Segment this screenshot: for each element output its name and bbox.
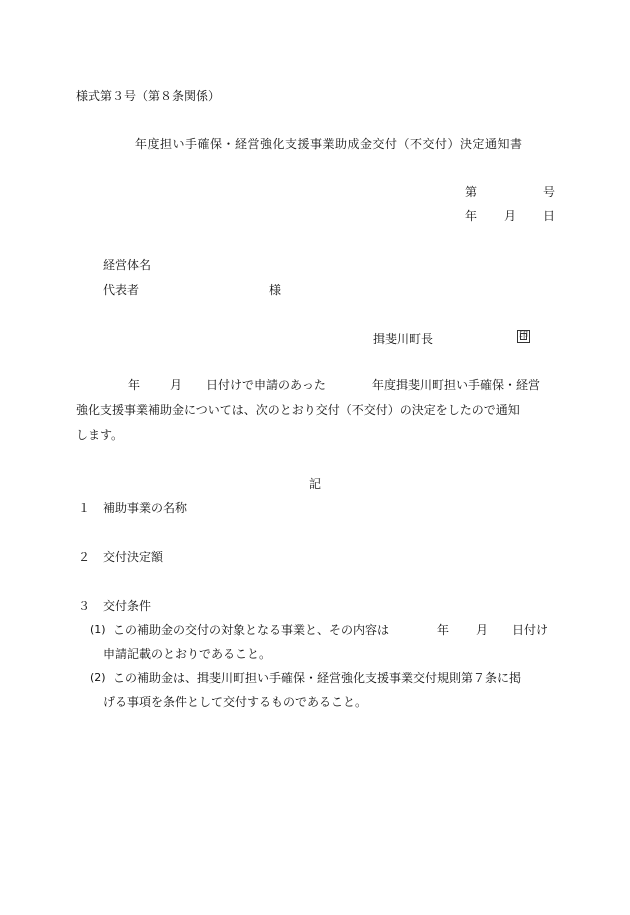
condition-1-month-label: 月: [476, 623, 489, 637]
item-grant-amount: [78, 551, 163, 563]
document-title: 年度担い手確保・経営強化支援事業助成金交付（不交付）決定通知書: [135, 137, 523, 151]
date-year-label: 年: [465, 209, 478, 223]
body-line-1: [76, 379, 556, 404]
number-suffix: 号: [542, 185, 555, 199]
recipient-entity-label: 経営体名: [103, 258, 152, 272]
document-number-line: [465, 186, 555, 198]
ki-heading: 記: [309, 477, 322, 491]
condition-2-line-1: この補助金は、揖斐川町担い手確保・経営強化支援事業交付規則第７条に掲: [113, 671, 522, 685]
recipient-honorific: 様: [269, 283, 282, 297]
notice-body: [76, 379, 556, 454]
issue-date-line: [465, 210, 555, 222]
body-day-application-text: 日付けで申請のあった: [206, 378, 326, 392]
item-grant-conditions: [78, 600, 151, 612]
condition-1-number: (1): [90, 623, 106, 636]
condition-1-line-2: 申請記載のとおりであること。: [103, 647, 272, 661]
date-month-label: 月: [503, 209, 516, 223]
form-number: 様式第３号（第８条関係）: [76, 89, 221, 103]
body-year-label: 年: [128, 378, 141, 392]
body-month-label: 月: [170, 378, 183, 392]
issuer-name: 揖斐川町長: [373, 332, 434, 346]
condition-2-number: (2): [90, 671, 106, 684]
item-number: １: [78, 501, 91, 515]
item-project-name: [78, 502, 187, 514]
item-number: ３: [78, 599, 91, 613]
condition-1-date-label: 日付け: [512, 623, 549, 637]
seal-char: 印: [519, 331, 529, 341]
item-number: ２: [78, 550, 91, 564]
condition-1-year-label: 年: [437, 623, 450, 637]
number-prefix: 第: [465, 185, 478, 199]
body-line-3: します。: [76, 428, 124, 442]
condition-1-line-1: この補助金の交付の対象となる事業と、その内容は: [113, 623, 390, 637]
item-label: 交付条件: [103, 599, 152, 613]
date-day-label: 日: [542, 209, 555, 223]
item-label: 交付決定額: [103, 550, 164, 564]
seal-mark: [517, 330, 530, 343]
body-line-2: 強化支援事業補助金については、次のとおり交付（不交付）の決定をしたので通知: [76, 403, 520, 417]
recipient-representative-label: 代表者: [103, 283, 140, 297]
item-label: 補助事業の名称: [103, 501, 188, 515]
body-fiscal-year-text: 年度揖斐川町担い手確保・経営: [372, 378, 541, 392]
condition-2-line-2: げる事項を条件として交付するものであること。: [103, 695, 368, 709]
